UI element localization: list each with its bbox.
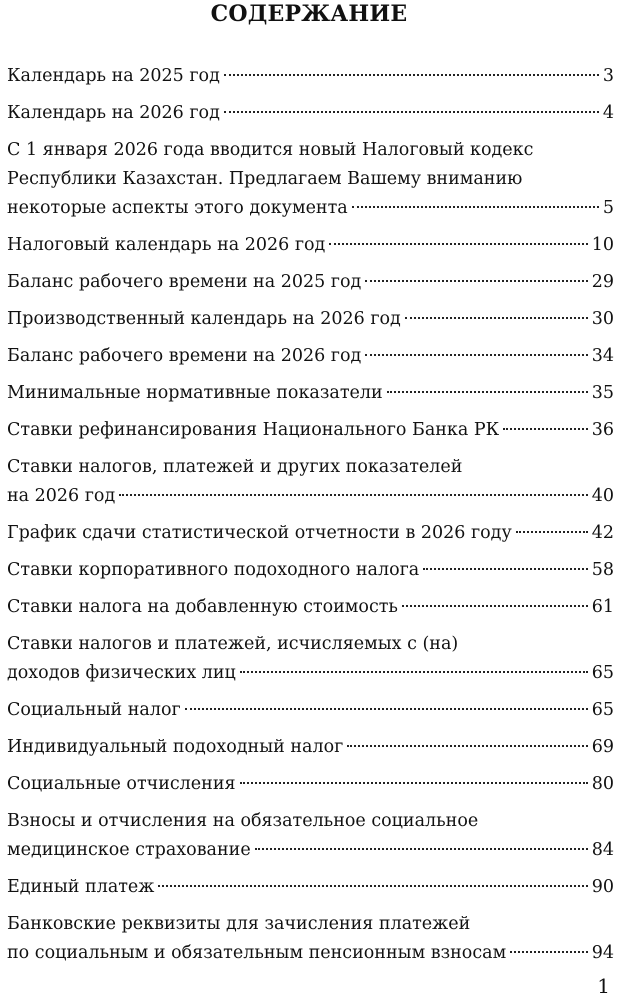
toc-entry-title: График сдачи статистической отчетности в 2026 году [7,523,512,543]
toc-entry-row [7,556,614,585]
toc-entry-row [7,733,614,762]
dot-leader [329,243,587,245]
toc-entry-title: Производственный календарь на 2026 год [7,309,401,329]
toc-entry-row [7,593,614,622]
toc-entry-page-number: 58 [591,560,614,580]
dot-leader [347,745,587,747]
toc-entry [7,873,614,902]
toc-entry [7,231,614,260]
toc-entry-row [7,416,614,445]
toc-entry-row [7,231,614,260]
toc-entry [7,453,614,511]
toc-entry-title-line: Республики Казахстан. Предлагаем Вашему вниманию [7,169,523,189]
toc-entry-page-number: 30 [591,309,614,329]
toc-entry-page-number: 34 [591,346,614,366]
toc-entry-title: Единый платеж [7,877,155,897]
toc-entry-page-number: 10 [591,235,614,255]
toc-entry [7,342,614,371]
dot-leader [365,280,587,282]
dot-leader [224,111,599,113]
toc-entry-title: Индивидуальный подоходный налог [7,737,344,757]
toc-entry [7,416,614,445]
toc-entry-title: Ставки рефинансирования Национального Банка РК [7,420,500,440]
toc-entry-row [7,939,614,968]
toc-entry [7,62,614,91]
toc-entry-title: на 2026 год [7,486,116,506]
toc-entry-page-number: 69 [591,737,614,757]
dot-leader [224,74,599,76]
toc-entry-page-number: 42 [591,523,614,543]
toc-entry-title: Налоговый календарь на 2026 год [7,235,326,255]
toc-entry-row [7,659,614,688]
toc-entry [7,99,614,128]
toc-entry-title: Социальные отчисления [7,774,236,794]
toc-entry-row [7,194,614,223]
toc-entry-page-number: 65 [591,700,614,720]
dot-leader [240,671,588,673]
toc-entry-title: Календарь на 2025 год [7,66,220,86]
toc-entry-title-line: С 1 января 2026 года вводится новый Налоговый кодекс [7,140,534,160]
toc-entry-title: доходов физических лиц [7,663,236,683]
toc-entry-page-number: 35 [591,383,614,403]
toc-entry-title: Баланс рабочего времени на 2026 год [7,346,362,366]
toc-entry-row [7,482,614,511]
toc-entry-page-number: 94 [591,943,614,963]
toc-entry-page-number: 4 [602,103,614,123]
table-of-contents [7,62,614,976]
dot-leader [405,317,588,319]
toc-entry-row [7,62,614,91]
toc-entry-row [7,836,614,865]
dot-leader [365,354,587,356]
dot-leader [516,531,588,533]
toc-entry-row [7,305,614,334]
dot-leader [423,568,588,570]
toc-entry-title-line: Ставки налогов, платежей и других показателей [7,457,463,477]
toc-entry [7,630,614,688]
toc-entry-title: Баланс рабочего времени на 2025 год [7,272,362,292]
toc-entry-title: Социальный налог [7,700,181,720]
toc-entry-row [7,268,614,297]
toc-entry-page-number: 3 [602,66,614,86]
dot-leader [158,885,587,887]
toc-entry-page-number: 40 [591,486,614,506]
toc-entry-row [7,770,614,799]
page-title: СОДЕРЖАНИЕ [210,1,408,27]
toc-entry-page-number: 84 [591,840,614,860]
toc-entry-title: Календарь на 2026 год [7,103,220,123]
dot-leader [503,428,588,430]
toc-entry-row [7,696,614,725]
page-number: 1 [597,974,610,998]
toc-entry [7,696,614,725]
toc-entry-page-number: 36 [591,420,614,440]
dot-leader [402,605,588,607]
toc-entry [7,770,614,799]
toc-entry-row [7,99,614,128]
toc-entry-row [7,379,614,408]
dot-leader [185,708,588,710]
toc-entry [7,305,614,334]
toc-entry [7,519,614,548]
toc-entry-row [7,342,614,371]
toc-entry-page-number: 80 [591,774,614,794]
toc-entry [7,379,614,408]
dot-leader [352,206,599,208]
dot-leader [255,848,588,850]
toc-entry-page-number: 61 [591,597,614,617]
toc-entry [7,136,614,223]
toc-entry-title-line: Ставки налогов и платежей, исчисляемых с (на) [7,634,459,654]
toc-entry-title-line: Взносы и отчисления на обязательное социальное [7,811,479,831]
dot-leader [510,951,588,953]
toc-entry-page-number: 29 [591,272,614,292]
toc-entry [7,593,614,622]
toc-entry [7,556,614,585]
toc-entry [7,733,614,762]
toc-entry-page-number: 65 [591,663,614,683]
toc-entry [7,807,614,865]
toc-entry-title: Минимальные нормативные показатели [7,383,383,403]
dot-leader [240,782,588,784]
toc-entry [7,910,614,968]
toc-entry-title: Ставки налога на добавленную стоимость [7,597,398,617]
toc-entry-row [7,519,614,548]
toc-entry-title-line: Банковские реквизиты для зачисления платежей [7,914,471,934]
toc-entry-title: медицинское страхование [7,840,251,860]
toc-entry-page-number: 90 [591,877,614,897]
toc-entry-title: по социальным и обязательным пенсионным взносам [7,943,507,963]
dot-leader [119,494,587,496]
toc-entry-page-number: 5 [602,198,614,218]
toc-entry-title: некоторые аспекты этого документа [7,198,348,218]
toc-entry-row [7,873,614,902]
toc-entry [7,268,614,297]
toc-entry-title: Ставки корпоративного подоходного налога [7,560,420,580]
dot-leader [387,391,588,393]
